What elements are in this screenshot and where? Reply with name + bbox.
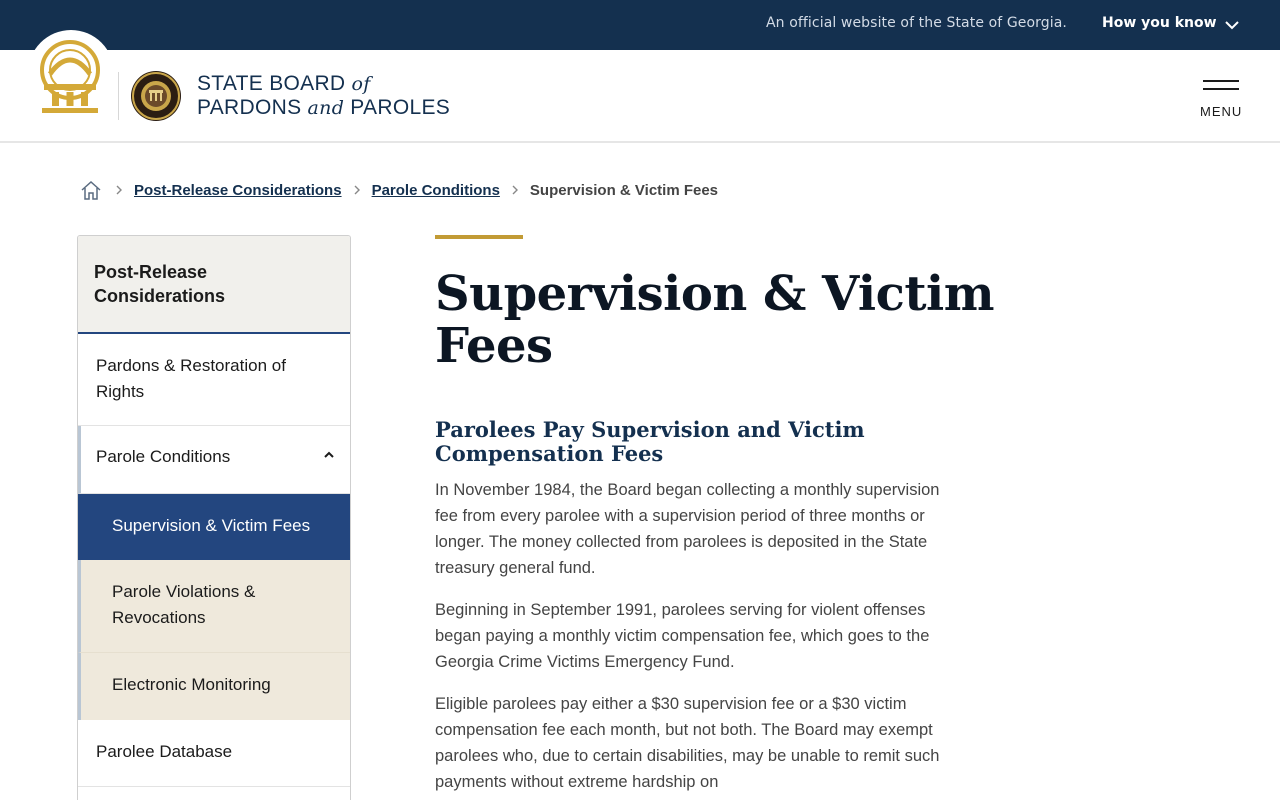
chevron-right-icon [114,185,124,195]
sidebar-subitem-label: Electronic Monitoring [112,675,271,694]
home-icon[interactable] [80,179,102,201]
chevron-right-icon [352,185,362,195]
body-paragraph: Eligible parolees pay either a $30 supervision fee or a $30 victim compensation fee each month, but not both. The Board may exempt parolees who, due to certain disabilities, may be unable to remit such payments without extreme hardship on [435,695,940,791]
chevron-up-icon[interactable] [322,448,336,462]
sidebar-item-pardons[interactable] [78,334,350,426]
sidebar-item-parolee-database[interactable] [78,720,350,787]
menu-icon-bar [1203,88,1239,90]
agency-name[interactable] [197,72,450,120]
title-accent-bar [435,235,523,239]
menu-label: MENU [1200,104,1243,119]
agency-text: PAROLES [344,96,451,119]
sidebar-item-label: Parolee Database [96,742,233,761]
board-seal [130,70,182,122]
sidebar-subitem-label: Supervision & Victim Fees [112,516,311,535]
sidebar-subitem-electronic-monitoring[interactable] [78,653,350,720]
sidenav-heading-label: Post-Release Considerations [94,262,226,306]
menu-button[interactable] [1196,78,1246,122]
sidebar-item-parole-conditions[interactable] [78,426,350,494]
header-divider [118,72,119,120]
site-header [0,50,1280,143]
breadcrumb-link-parole-conditions[interactable]: Parole Conditions [371,181,500,199]
sidebar-subitem-supervision-fees[interactable] [78,494,350,560]
side-navigation [77,235,351,800]
how-you-know-button[interactable]: How you know [1102,15,1217,31]
sidebar-subitem-violations[interactable] [78,560,350,653]
agency-text: STATE BOARD [197,72,352,95]
agency-connector: and [307,97,345,119]
agency-connector: of [351,73,371,95]
agency-line-2 [197,96,450,120]
agency-line-1 [197,72,450,96]
agency-text: PARDONS [197,96,308,119]
chevron-right-icon [510,185,520,195]
official-website-text: An official website of the State of Georgia. [766,15,1067,31]
official-banner [0,0,1280,50]
breadcrumb [80,178,718,202]
chevron-down-icon[interactable] [1224,17,1240,33]
sidenav-heading[interactable] [78,236,350,334]
sidebar-item-label: Pardons & Restoration of Rights [96,356,286,401]
sidebar-subitem-label: Parole Violations & Revocations [112,582,256,627]
menu-icon [1203,80,1239,82]
body-paragraph: Beginning in September 1991, parolees serving for violent offenses began paying a monthly victim compensation fee, which goes to the Georgia Crime Victims Emergency Fund. [435,601,930,671]
sidebar-item-label: Parole Conditions [96,447,231,466]
georgia-arch-logo[interactable] [36,40,104,116]
section-heading: Parolees Pay Supervision and Victim Compensation Fees [435,417,865,466]
page-title: Supervision & Victim Fees [435,266,995,374]
breadcrumb-current: Supervision & Victim Fees [529,181,719,199]
breadcrumb-link-post-release[interactable]: Post-Release Considerations [134,181,342,199]
body-paragraph: In November 1984, the Board began collecting a monthly supervision fee from every parolee with a supervision period of three months or longer. The money collected from parolees is deposited in the State treasury general fund. [435,481,940,577]
